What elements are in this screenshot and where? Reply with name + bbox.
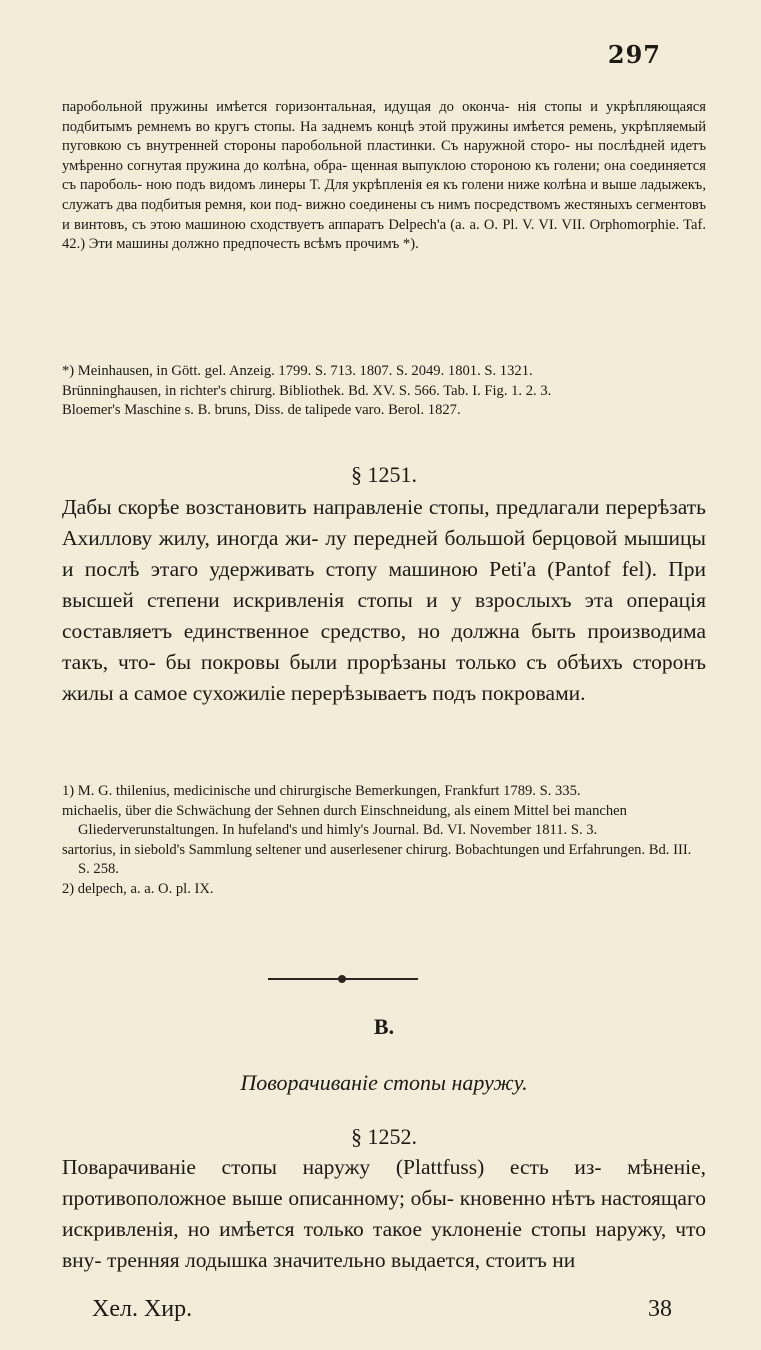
- section-heading-1252: § 1252.: [351, 1124, 417, 1149]
- section-heading-1251: § 1251.: [351, 462, 417, 487]
- footnote: *) Meinhausen, in Gött. gel. Anzeig. 1799. S. 713. 1807. S. 2049. 1801. S. 1321.: [62, 363, 533, 379]
- section-1252-block: [62, 1124, 706, 1150]
- section-1251-block: [62, 462, 706, 488]
- footer-signature: Хел. Хир.: [92, 1296, 193, 1322]
- paragraph-1252: Поварачиваніе стопы наружу (Plattfuss) есть из- мѣненіе, противоположное выше описанному; обы- кновенно нѣтъ настоящаго искривленія, но имѣется только такое уклоненіе стопы наружу, что вну- тренняя лодышка значительно выдается, стоитъ ни: [62, 1155, 706, 1272]
- top-paragraph: паробольной пружины имѣется горизонтальная, идущая до оконча- нія стопы и укрѣпляющаяся подбитымъ ремнемъ во кругъ стопы. На заднемъ концѣ этой пружины имѣется ремень, укрѣпляемый пуговкою съ внутренней стороны паробольной пластинки. Съ наружной сторо- ны послѣдней идетъ умѣренно согнутая пружина до колѣна, обра- щенная выпуклою стороною къ голени; она соединяется съ пароболь- ною подъ видомъ линеры Т. Для укрѣпленія ея къ голени ниже колѣна и выше ладыжекъ, служатъ два подбитыя ремня, кои под- вижно соединены съ нимъ посредствомъ жестяныхъ сегментовъ и винтовъ, съ этою машиною сходствуетъ аппаратъ Delpech'a (a. a. O. Pl. V. VI. VII. Orphomorphie. Taf. 42.) Эти машины должно предпочесть всѣмъ прочимъ *).: [62, 99, 706, 253]
- paragraph-1251-block: [62, 492, 706, 709]
- paragraph-1251: Дабы скорѣе возстановить направленіе стопы, предлагали перерѣзать Ахиллову жилу, иногда жи- лу передней большой берцовой мышицы и послѣ этаго удерживать стопу машиною Peti'a (Pantof fel). При высшей степени искривленія стопы и у взрослыхъ эта операція составляетъ единственное средство, но должна быть производима такъ, что- бы покровы были прорѣзаны только съ обѣихъ сторонъ жилы а самое сухожиліе перерѣзываетъ подъ покровами.: [62, 495, 706, 705]
- footer-sheet-number: 38: [648, 1296, 672, 1322]
- divider-dot: [338, 975, 346, 983]
- footnote: 2) delpech, a. a. O. pl. IX.: [62, 880, 214, 897]
- heading-block: [62, 1014, 706, 1040]
- footnote: Brünninghausen, in richter's chirurg. Bibliothek. Bd. XV. S. 566. Tab. I. Fig. 1. 2. 3.: [62, 382, 552, 399]
- paragraph-1252-block: [62, 1152, 706, 1276]
- heading-title: Поворачиваніе стопы наружу.: [240, 1070, 528, 1095]
- page-number: 297: [607, 40, 661, 69]
- footnotes-top: [62, 362, 706, 421]
- footnote: michaelis, über die Schwächung der Sehnen durch Einschneidung, als einem Mittel bei manchen Gliederverunstaltungen. In hufeland's und himly's Journal. Bd. VI. November 1811. S. 3.: [62, 802, 627, 839]
- footnote: sartorius, in siebold's Sammlung seltener und auserlesener chirurg. Bobachtungen und Erfahrungen. Bd. III. S. 258.: [62, 841, 692, 878]
- divider-rule: [268, 978, 418, 980]
- footnote: Bloemer's Maschine s. B. bruns, Diss. de talipede varo. Berol. 1827.: [62, 402, 461, 419]
- heading-title-block: [62, 1070, 706, 1096]
- footnotes-1251: [62, 782, 706, 900]
- footnote: 1) M. G. thilenius, medicinische und chirurgische Bemerkungen, Frankfurt 1789. S. 335.: [62, 783, 581, 799]
- top-paragraph-block: [62, 98, 706, 255]
- heading-letter: B.: [373, 1014, 395, 1039]
